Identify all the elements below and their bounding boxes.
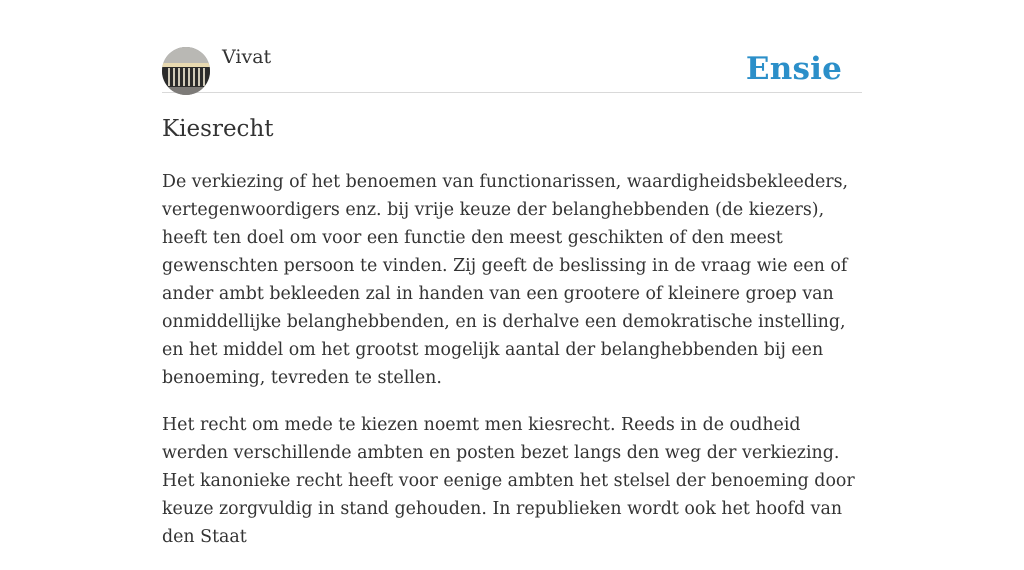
article-paragraph: De verkiezing of het benoemen van functionarissen, waardigheidsbekleeders, vertegenwoordigers enz. bij vrije keuze der belanghebbenden (de kiezers), heeft ten doel om voor een functie den meest geschikten of den meest gewenschten persoon te vinden. Zij geeft de beslissing in de vraag wie een of ander ambt bekleeden zal in handen van een grootere of kleinere groep van onmiddellijke belanghebbenden, en is derhalve een demokratische instelling, en het middel om het grootst mogelijk aantal der belanghebbenden bij een benoeming, tevreden te stellen. <box>162 172 849 388</box>
author-name[interactable]: Vivat <box>222 46 272 68</box>
header <box>162 0 862 93</box>
article-body <box>162 168 862 570</box>
avatar-photo-icon <box>162 47 210 95</box>
article-title: Kiesrecht <box>162 116 274 142</box>
page <box>162 0 862 547</box>
author-avatar[interactable] <box>162 47 210 95</box>
site-logo[interactable]: Ensie <box>745 51 842 87</box>
article-paragraph: Het recht om mede te kiezen noemt men kiesrecht. Reeds in de oudheid werden verschillende ambten en posten bezet langs den weg der verkiezing. Het kanonieke recht heeft voor eenige ambten het stelsel der benoeming door keuze zorgvuldig in stand gehouden. In republieken wordt ook het hoofd van den Staat <box>162 415 855 547</box>
